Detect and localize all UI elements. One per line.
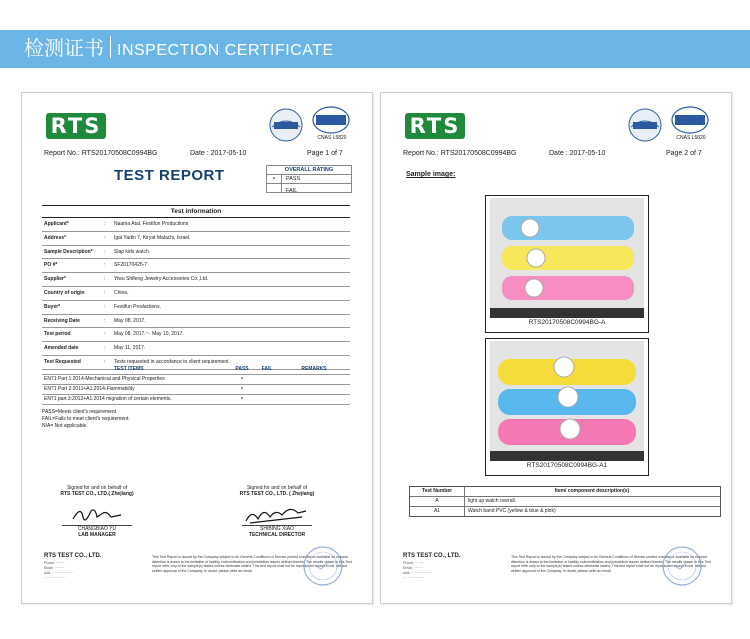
report-date: Date : 2017-05-10 bbox=[190, 150, 247, 157]
header-banner bbox=[0, 30, 750, 68]
overall-rating-header: OVERALL RATING bbox=[267, 166, 351, 175]
certificate-page-2 bbox=[380, 92, 732, 604]
test-number-header: Test Number bbox=[410, 487, 465, 496]
signed-on-behalf: Signed for and on behalf of bbox=[246, 485, 308, 491]
info-row bbox=[42, 315, 350, 329]
info-label: Test Requested bbox=[44, 358, 81, 365]
banner-title-cn: 检测证书 bbox=[24, 38, 104, 60]
standards-header-row bbox=[42, 365, 350, 375]
info-colon: : bbox=[104, 358, 106, 365]
legend-na: N/A= Not applicable. bbox=[42, 423, 88, 429]
sample-photo-a bbox=[485, 195, 649, 333]
component-header-row bbox=[410, 487, 720, 497]
handwritten-signature bbox=[242, 503, 312, 525]
signing-company: RTS TEST CO., LTD. ( Zhejiang) bbox=[239, 491, 315, 497]
banner-title bbox=[24, 35, 334, 65]
description-header: Item/ component description(s) bbox=[554, 488, 630, 494]
info-label: Sample Description* bbox=[44, 248, 93, 255]
info-label: Applicant* bbox=[44, 221, 69, 227]
signature-lab-manager bbox=[42, 485, 152, 538]
info-label: Country of origin bbox=[44, 289, 85, 296]
info-label: PO #* bbox=[44, 262, 58, 269]
footer-company: RTS TEST CO., LTD. bbox=[44, 553, 102, 559]
info-label: Buyer* bbox=[44, 303, 61, 310]
info-row bbox=[42, 328, 350, 342]
component-row bbox=[410, 497, 720, 507]
overall-rating-box bbox=[266, 165, 352, 193]
info-row bbox=[42, 259, 350, 273]
info-value: Tests requested in accordance to client requirement. bbox=[114, 358, 230, 365]
footer-address: Phone: ········ Email: ········ Add: ·················· ·················· bbox=[403, 561, 433, 580]
info-colon: : bbox=[104, 303, 106, 310]
signature-technical-director bbox=[222, 485, 332, 538]
component-table bbox=[409, 486, 721, 517]
overall-rating-fail-row bbox=[267, 184, 351, 192]
component-description: light up watch overall. bbox=[468, 498, 517, 504]
info-colon: : bbox=[104, 331, 106, 338]
info-colon: : bbox=[104, 276, 106, 283]
footer-company: RTS TEST CO., LTD. bbox=[403, 553, 461, 559]
report-number: Report No.: RTS20170508C0994BG bbox=[44, 150, 158, 157]
signer-role: LAB MANAGER bbox=[78, 532, 116, 538]
rts-logo: RTS bbox=[405, 113, 465, 139]
fail-label: FAIL bbox=[286, 188, 298, 194]
pass-check-mark: × bbox=[267, 175, 282, 183]
info-value: Naama Atal, Festifun Productions bbox=[114, 221, 189, 227]
signed-on-behalf: Signed for and on behalf of bbox=[66, 485, 128, 491]
legend-pass: PASS=Meets client's requirement. bbox=[42, 409, 118, 415]
slap-watch-photo bbox=[490, 341, 644, 461]
slap-watch-photo bbox=[490, 198, 644, 318]
info-colon: : bbox=[104, 262, 106, 269]
test-information-table bbox=[42, 217, 350, 370]
info-colon: : bbox=[104, 345, 106, 352]
test-item: EN71 Part 1:2014-Mechanical and Physical Properties bbox=[44, 376, 165, 382]
info-row bbox=[42, 273, 350, 287]
info-row bbox=[42, 246, 350, 260]
test-information-title: Test information bbox=[42, 205, 350, 215]
footer-address: Phone: ········ Email: ········ Add: ·················· ·················· bbox=[44, 561, 74, 580]
info-row bbox=[42, 218, 350, 232]
pass-mark: × bbox=[240, 376, 244, 382]
signer-name: CHANGBIAO YU bbox=[77, 526, 117, 532]
sample-caption-a1: RTS20170508C0994BG-A1 bbox=[526, 462, 608, 469]
test-item: EN71 part 3:2013+A1:2014 migration of certain elements. bbox=[44, 396, 172, 402]
component-description: Watch band PVC (yellow & blue & pink) bbox=[468, 508, 556, 514]
info-colon: : bbox=[104, 289, 106, 296]
info-label: Test period bbox=[44, 331, 71, 338]
info-value: SF20170425-7 bbox=[114, 262, 148, 269]
info-label: Supplier* bbox=[44, 276, 66, 283]
ilac-mra-logo bbox=[268, 107, 304, 143]
info-value: May 08, 2017. bbox=[114, 317, 146, 324]
footer-disclaimer: This Test Report is issued by the Company subject to its General Conditions of Service printed overleaf or available on request. Attention is drawn to the limitation of liability, indemnification and jurisdiction issues defined therein. The results shown in this Test report refer only to the sample(s) tested unless otherwise stated. This test report shall not be reproduced except in full, without written approval of the Company. In doubt, please write an email. bbox=[152, 555, 352, 573]
standards-row bbox=[42, 385, 350, 395]
cnas-logo bbox=[671, 105, 709, 135]
info-row bbox=[42, 342, 350, 356]
report-title: TEST REPORT bbox=[114, 167, 225, 184]
info-value: Yiwu Shifeng Jewelry Accessories Co.,Ltd. bbox=[114, 276, 209, 283]
pass-label: PASS bbox=[286, 176, 301, 182]
signing-company: RTS TEST CO., LTD.( Zhejiang) bbox=[60, 491, 134, 497]
info-value: Slap kids watch. bbox=[114, 248, 151, 255]
footer-disclaimer: This Test Report is issued by the Company subject to its General Conditions of Service printed overleaf or available on request. Attention is drawn to the limitation of liability, indemnification and jurisdiction issues defined therein. The results shown in this Test report refer only to the sample(s) tested unless otherwise stated. This test report shall not be reproduced except in full, without written approval of the Company. In doubt, please write an email. bbox=[511, 555, 711, 573]
signer-name: SHIBING XIAO bbox=[260, 526, 294, 532]
info-value: Igal Yadin 7, Kiryat Malachi, Israel. bbox=[114, 234, 191, 241]
ilac-mra-logo bbox=[627, 107, 663, 143]
info-label: Amended date bbox=[44, 345, 79, 352]
standards-row bbox=[42, 395, 350, 405]
info-colon: : bbox=[104, 317, 106, 324]
standards-row bbox=[42, 375, 350, 385]
info-colon: : bbox=[104, 221, 106, 227]
pass-mark: × bbox=[240, 396, 244, 402]
signer-role: TECHNICAL DIRECTOR bbox=[248, 532, 306, 538]
page-number: Page 2 of 7 bbox=[666, 150, 702, 157]
legend-fail: FAIL=Fails to meet client's requirement. bbox=[42, 416, 130, 422]
company-seal-stamp bbox=[661, 545, 703, 587]
certificate-page-1 bbox=[21, 92, 373, 604]
info-row bbox=[42, 301, 350, 315]
test-standards-table bbox=[42, 365, 350, 405]
sample-caption-a: RTS20170508C0994BG-A bbox=[528, 319, 606, 326]
company-seal-stamp bbox=[302, 545, 344, 587]
sample-image-title: Sample image: bbox=[406, 171, 456, 178]
page-number: Page 1 of 7 bbox=[307, 150, 343, 157]
rts-logo: RTS bbox=[46, 113, 106, 139]
info-label: Address* bbox=[44, 234, 66, 241]
fail-header: FAIL bbox=[261, 366, 273, 372]
info-row bbox=[42, 287, 350, 301]
banner-title-en: INSPECTION CERTIFICATE bbox=[117, 42, 334, 59]
pass-mark: × bbox=[240, 386, 244, 392]
rating-legend bbox=[42, 409, 130, 430]
test-items-header: TEST ITEMS bbox=[114, 366, 144, 372]
info-value: Festifun Productions. bbox=[114, 303, 161, 310]
info-label: Receiving Date bbox=[44, 317, 80, 324]
cnas-logo bbox=[312, 105, 350, 135]
pass-header: PASS bbox=[235, 366, 249, 372]
info-row bbox=[42, 232, 350, 246]
info-value: May 11, 2017. bbox=[114, 345, 146, 352]
handwritten-signature bbox=[67, 503, 127, 525]
info-value: China. bbox=[114, 289, 129, 296]
report-date: Date : 2017-05-10 bbox=[549, 150, 606, 157]
info-colon: : bbox=[104, 234, 106, 241]
sample-photo-a1 bbox=[485, 338, 649, 476]
test-item: EN71 Part 2:2011+A1:2014-Flammability bbox=[44, 386, 135, 392]
test-number: A1 bbox=[410, 507, 465, 516]
fail-check-empty bbox=[267, 184, 282, 192]
banner-divider bbox=[110, 36, 111, 58]
info-value: May 08, 2017.～ May 10, 2017. bbox=[114, 331, 184, 338]
remarks-header: REMARKS bbox=[301, 366, 327, 372]
test-number: A bbox=[410, 497, 465, 506]
cnas-code: CNAS L5820 bbox=[317, 135, 347, 141]
overall-rating-pass-row bbox=[267, 175, 351, 184]
component-row bbox=[410, 507, 720, 516]
report-number: Report No.: RTS20170508C0994BG bbox=[403, 150, 517, 157]
cnas-code: CNAS L5820 bbox=[676, 135, 706, 141]
info-colon: : bbox=[104, 248, 106, 255]
